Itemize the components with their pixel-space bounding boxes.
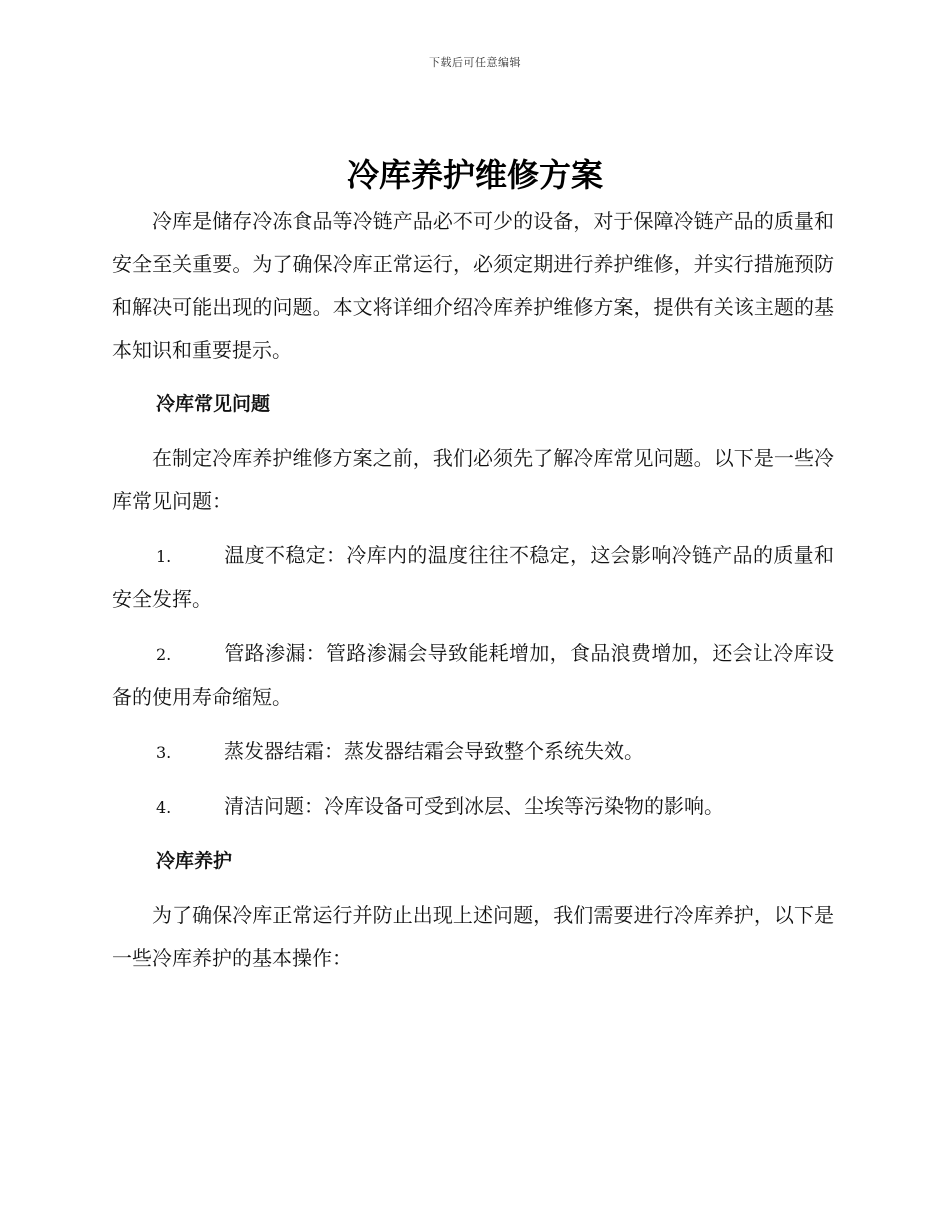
document-body (112, 200, 834, 980)
list-number: 4. (156, 798, 172, 817)
list-item-text: 清洁问题：冷库设备可受到冰层、尘埃等污染物的影响。 (224, 794, 724, 818)
list-item-text: 蒸发器结霜：蒸发器结霜会导致整个系统失效。 (224, 739, 644, 763)
maintenance-paragraph: 为了确保冷库正常运行并防止出现上述问题，我们需要进行冷库养护，以下是一些冷库养护的基本操作： (112, 903, 834, 970)
list-item-text: 温度不稳定：冷库内的温度往往不稳定，这会影响冷链产品的质量和安全发挥。 (112, 543, 834, 611)
list-item-text: 管路渗漏：管路渗漏会导致能耗增加，食品浪费增加，还会让冷库设备的使用寿命缩短。 (112, 641, 834, 709)
list-item (112, 534, 834, 621)
list-item (112, 785, 834, 829)
document-title: 冷库养护维修方案 (346, 156, 603, 194)
section-heading-maintenance: 冷库养护 (156, 850, 233, 872)
list-number: 3. (156, 743, 172, 762)
header-note: 下载后可任意编辑 (429, 56, 521, 69)
common-problems-paragraph: 在制定冷库养护维修方案之前，我们必须先了解冷库常见问题。以下是一些冷库常见问题： (112, 446, 834, 513)
section-heading-common-problems: 冷库常见问题 (156, 393, 271, 415)
list-item (112, 632, 834, 719)
list-item (112, 730, 834, 774)
intro-paragraph: 冷库是储存冷冻食品等冷链产品必不可少的设备，对于保障冷链产品的质量和安全至关重要。为了确保冷库正常运行，必须定期进行养护维修，并实行措施预防和解决可能出现的问题。本文将详细介绍冷库养护维修方案，提供有关该主题的基本知识和重要提示。 (112, 209, 834, 362)
list-number: 2. (156, 645, 172, 664)
list-number: 1. (156, 547, 172, 566)
